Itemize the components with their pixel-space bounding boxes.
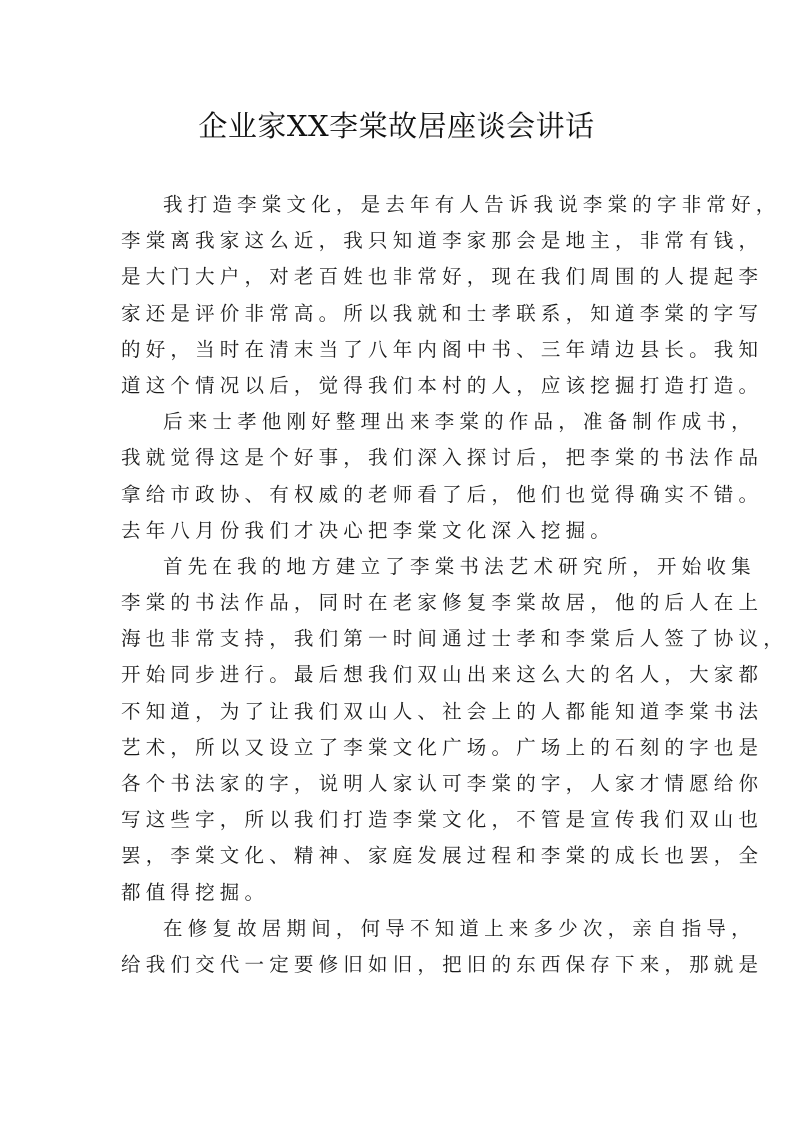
- text-line: 罢，李棠文化、精神、家庭发展过程和李棠的成长也罢，全: [121, 844, 764, 868]
- text-line: 开始同步进行。最后想我们双山出来这么大的名人，大家都: [121, 663, 764, 687]
- text-line: 后来士孝他刚好整理出来李棠的作品，准备制作成书，: [163, 410, 756, 434]
- text-line: 李棠离我家这么近，我只知道李家那会是地主，非常有钱，: [121, 229, 764, 253]
- text-line: 道这个情况以后，觉得我们本村的人，应该挖掘打造打造。: [121, 373, 764, 397]
- text-line: 我打造李棠文化，是去年有人告诉我说李棠的字非常好，: [163, 193, 781, 216]
- paragraph-1: [121, 187, 781, 404]
- text-line: 我就觉得这是个好事，我们深入探讨后，把李棠的书法作品: [121, 446, 764, 470]
- text-line: 的好，当时在清末当了八年内阁中书、三年靖边县长。我知: [121, 337, 764, 361]
- text-line: 写这些字，所以我们打造李棠文化，不管是宣传我们双山也: [121, 808, 764, 832]
- text-line: 各个书法家的字，说明人家认可李棠的字，人家才情愿给你: [121, 772, 764, 795]
- paragraph-2: [121, 404, 764, 549]
- document-title: 企业家XX李棠故居座谈会讲话: [198, 109, 595, 143]
- document-body: [121, 187, 788, 983]
- text-line: 都值得挖掘。: [121, 880, 270, 904]
- text-line: 李棠的书法作品，同时在老家修复李棠故居，他的后人在上: [121, 591, 764, 615]
- text-line: 去年八月份我们才决心把李棠文化深入挖掘。: [121, 518, 616, 542]
- text-line: 在修复故居期间，何导不知道上来多少次，亲自指导，: [163, 916, 756, 940]
- text-line: 拿给市政协、有权威的老师看了后，他们也觉得确实不错。: [121, 482, 764, 506]
- paragraph-4: [121, 911, 764, 983]
- text-line: 家还是评价非常高。所以我就和士孝联系，知道李棠的字写: [121, 301, 764, 325]
- text-line: 艺术，所以又设立了李棠文化广场。广场上的石刻的字也是: [121, 735, 764, 759]
- text-line: 给我们交代一定要修旧如旧，把旧的东西保存下来，那就是: [121, 952, 764, 976]
- text-line: 不知道，为了让我们双山人、社会上的人都能知道李棠书法: [121, 699, 764, 723]
- text-line: 是大门大户，对老百姓也非常好，现在我们周围的人提起李: [121, 265, 764, 289]
- text-line: 首先在我的地方建立了李棠书法艺术研究所，开始收集: [163, 554, 756, 578]
- paragraph-3: [121, 549, 788, 911]
- text-line: 海也非常支持，我们第一时间通过士孝和李棠后人签了协议，: [121, 627, 788, 651]
